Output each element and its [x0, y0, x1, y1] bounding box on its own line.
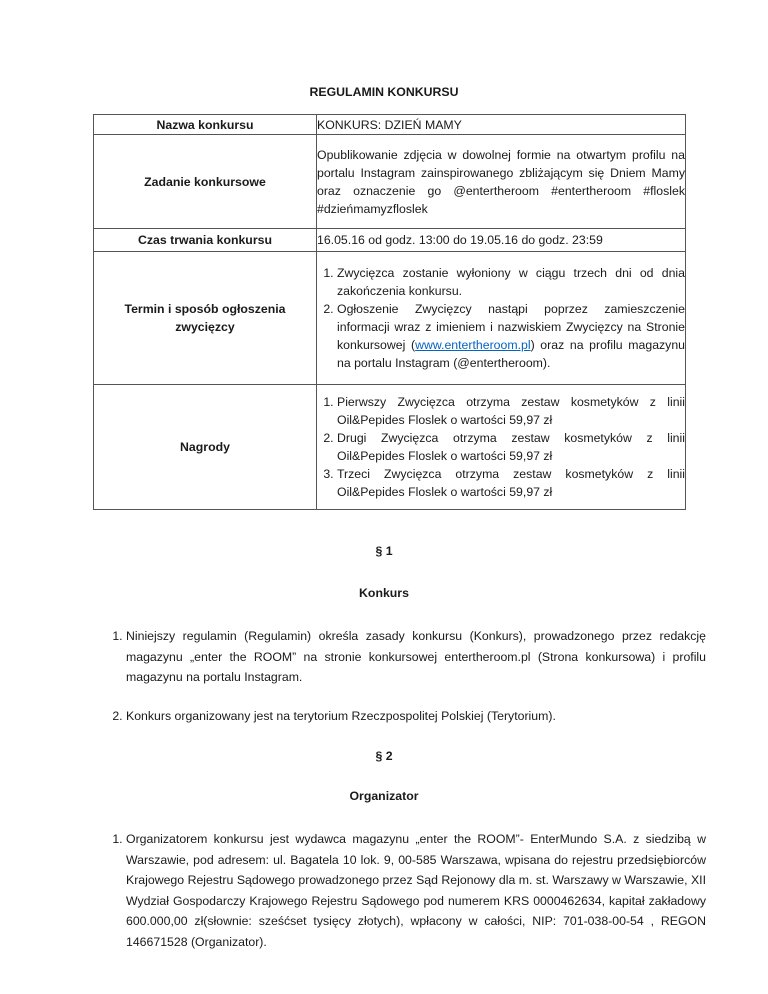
section-1-list	[96, 626, 706, 726]
list-item: 1. Pierwszy Zwycięzca otrzyma zestaw kosmetyków z linii Oil&Pepides Floslek o wartości 59,97 zł	[337, 393, 685, 429]
table-row	[94, 252, 686, 385]
list-item-text: Ogłoszenie Zwycięzcy nastąpi poprzez zamieszczenie informacji wraz z imieniem i nazwiskiem Zwycięzcy na Stronie konkursowej (	[337, 302, 685, 352]
row-value: KONKURS: DZIEŃ MAMY	[317, 115, 686, 135]
section-number: § 2	[375, 749, 393, 763]
table-row	[94, 229, 686, 252]
row-label: Czas trwania konkursu	[94, 229, 317, 252]
section-title: Organizator	[349, 789, 419, 803]
list-item: 2. Konkurs organizowany jest na terytorium Rzeczpospolitej Polskiej (Terytorium).	[126, 706, 706, 727]
list-item: 1. Organizatorem konkursu jest wydawca magazynu „enter the ROOM”- EnterMundo S.A. z siedzibą w Warszawie, pod adresem: ul. Bagatela 10 lok. 9, 00-585 Warszawa, wpisana do rejestru przedsiębiorców Krajowego Rejestru Sądowego prowadzonego przez Sąd Rejonowy dla m. st. Warszawy w Warszawie, XII Wydział Gospodarczy Krajowego Rejestru Sądowego pod numerem KRS 0000462634, kapitał zakładowy 600.000,00 zł(słownie: sześćset tysięcy złotych), wpłacony w całości, NIP: 701-038-00-54 , REGON 146671528 (Organizator).	[126, 829, 706, 952]
list-item: 1. Zwycięzca zostanie wyłoniony w ciągu trzech dni od dnia zakończenia konkursu.	[337, 264, 685, 300]
row-label: Nazwa konkursu	[94, 115, 317, 135]
list-item	[337, 300, 685, 372]
table-row	[94, 135, 686, 229]
list-item: 3. Trzeci Zwycięzca otrzyma zestaw kosmetyków z linii Oil&Pepides Floslek o wartości 59,97 zł	[337, 465, 685, 501]
list-item: 1. Niniejszy regulamin (Regulamin) określa zasady konkursu (Konkurs), prowadzonego przez redakcję magazynu „enter the ROOM” na stronie konkursowej entertheroom.pl (Strona konkursowa) i profilu magazynu na portalu Instagram.	[126, 626, 706, 688]
document-title: REGULAMIN KONKURSU	[309, 85, 459, 99]
row-value	[317, 252, 686, 385]
list-item: 2. Drugi Zwycięzca otrzyma zestaw kosmetyków z linii Oil&Pepides Floslek o wartości 59,97 zł	[337, 429, 685, 465]
announcement-list	[317, 264, 685, 372]
row-value: 16.05.16 od godz. 13:00 do 19.05.16 do godz. 23:59	[317, 229, 686, 252]
prizes-list	[317, 393, 685, 501]
row-label: Nagrody	[94, 385, 317, 510]
table-row	[94, 385, 686, 510]
row-value: Opublikowanie zdjęcia w dowolnej formie na otwartym profilu na portalu Instagram zainspirowanego zbliżającym się Dniem Mamy oraz oznaczenie go @entertheroom #entertheroom #floslek #dzieńmamyzfloslek	[317, 135, 686, 229]
list-item-text: ) oraz na profilu magazynu na portalu Instagram (@entertheroom).	[337, 338, 686, 370]
contest-website-link[interactable]: www.entertheroom.pl	[415, 338, 531, 352]
table-row	[94, 115, 686, 135]
row-label: Termin i sposób ogłoszenia zwycięzcy	[94, 252, 317, 385]
section-2-list	[96, 829, 706, 952]
section-title: Konkurs	[359, 586, 409, 600]
row-value	[317, 385, 686, 510]
section-number: § 1	[375, 544, 393, 558]
row-label: Zadanie konkursowe	[94, 135, 317, 229]
contest-info-table	[93, 114, 686, 510]
